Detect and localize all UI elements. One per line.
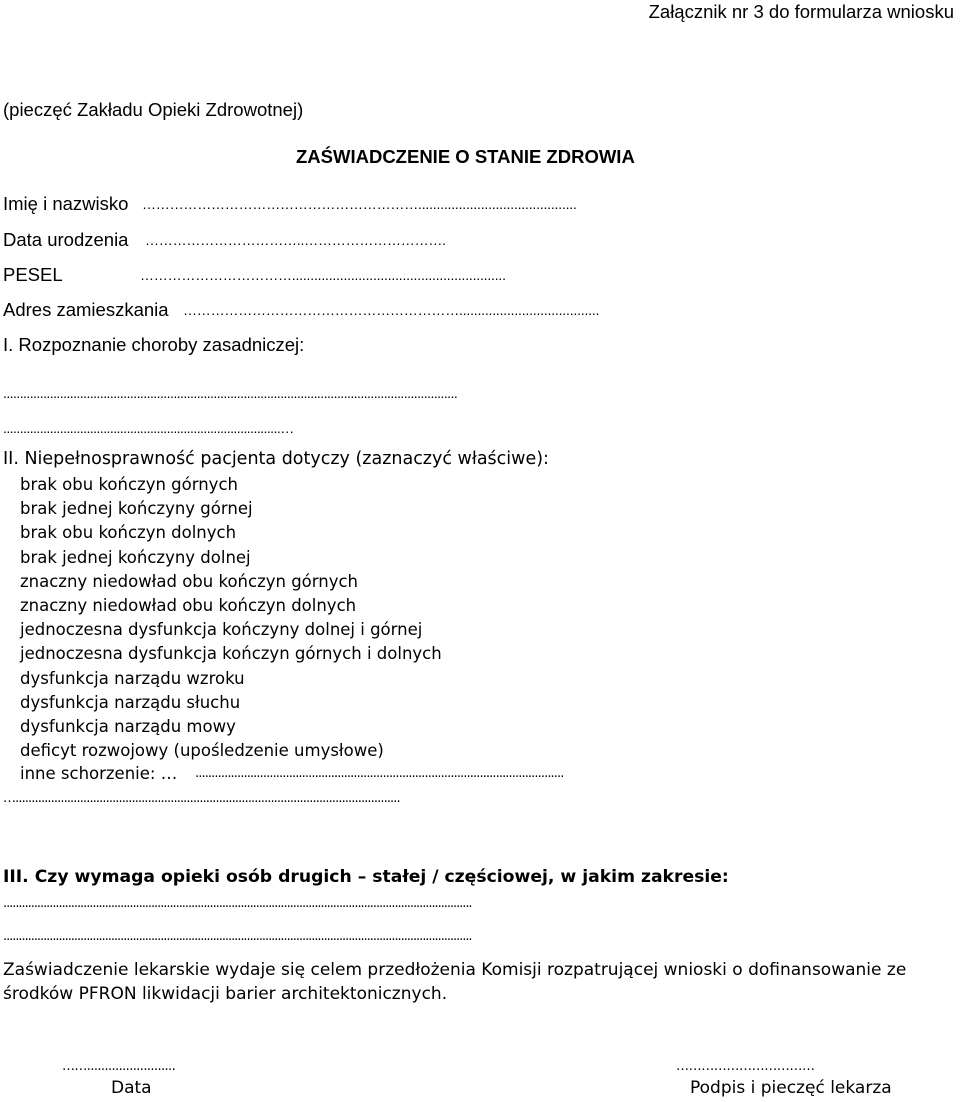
list-item[interactable]: brak obu kończyn górnych bbox=[20, 475, 238, 494]
section1-heading: I. Rozpoznanie choroby zasadniczej: bbox=[3, 334, 305, 355]
name-field[interactable]: ……………………………………………………........................................... bbox=[142, 196, 577, 212]
document-title: ZAŚWIADCZENIE O STANIE ZDROWIA bbox=[296, 146, 635, 167]
care-line-1[interactable]: ........................................................................................................................................................ bbox=[3, 896, 472, 911]
pesel-field[interactable]: …………………………….......................................................... bbox=[140, 267, 506, 283]
statement-line-2: środków PFRON likwidacji barier architektonicznych. bbox=[3, 984, 448, 1004]
list-item[interactable]: brak obu kończyn dolnych bbox=[20, 523, 237, 543]
dob-label: Data urodzenia bbox=[3, 229, 129, 250]
signature-label: Podpis i pieczęć lekarza bbox=[690, 1078, 892, 1098]
section3-heading: III. Czy wymaga opieki osób drugich – stałej / częściowej, w jakim zakresie: bbox=[3, 867, 729, 887]
list-item[interactable]: jednoczesna dysfunkcja kończyny dolnej i górnej bbox=[20, 620, 423, 640]
list-item[interactable]: dysfunkcja narządu słuchu bbox=[20, 692, 241, 712]
pesel-label: PESEL bbox=[3, 264, 63, 285]
care-line-2[interactable]: ........................................................................................................................................................ bbox=[3, 929, 472, 944]
annex-note: Załącznik nr 3 do formularza wniosku bbox=[648, 1, 954, 22]
list-item[interactable]: znaczny niedowład obu kończyn górnych bbox=[20, 571, 359, 591]
disability-list bbox=[20, 473, 442, 763]
other-condition-label: inne schorzenie: … bbox=[20, 764, 178, 783]
date-label: Data bbox=[111, 1078, 152, 1098]
other-condition-field[interactable]: .................................................................................................................. bbox=[195, 766, 564, 781]
address-field[interactable]: ……………………………………………………...................................... bbox=[183, 302, 600, 318]
diagnosis-line-2[interactable]: ...................................................................................… bbox=[3, 420, 294, 436]
section2-heading: II. Niepełnosprawność pacjenta dotyczy (zaznaczyć właściwe): bbox=[3, 449, 549, 469]
list-item[interactable]: znaczny niedowład obu kończyn dolnych bbox=[20, 596, 357, 616]
dob-field[interactable]: ……………………………..…………………………. bbox=[145, 232, 446, 248]
other-condition-line-2[interactable]: …....................................................................................................................... bbox=[3, 791, 400, 806]
name-label: Imię i nazwisko bbox=[3, 193, 129, 214]
signature-field[interactable]: …………………………… bbox=[676, 1059, 815, 1074]
list-item[interactable]: dysfunkcja narządu wzroku bbox=[20, 668, 245, 688]
list-item[interactable]: brak jednej kończyny górnej bbox=[20, 499, 253, 519]
address-label: Adres zamieszkania bbox=[3, 299, 169, 320]
diagnosis-line-1[interactable]: ........................................................................................................................................ bbox=[3, 385, 458, 401]
statement-line-1: Zaświadczenie lekarskie wydaje się celem przedłożenia Komisji rozpatrującej wnioski o dofinansowanie ze bbox=[3, 960, 907, 980]
date-field[interactable]: ……......................... bbox=[62, 1059, 176, 1074]
list-item[interactable]: jednoczesna dysfunkcja kończyn górnych i dolnych bbox=[20, 644, 442, 664]
list-item[interactable]: dysfunkcja narządu mowy bbox=[20, 717, 236, 737]
list-item[interactable]: deficyt rozwojowy (upośledzenie umysłowe) bbox=[20, 741, 384, 761]
institution-stamp: (pieczęć Zakładu Opieki Zdrowotnej) bbox=[3, 99, 304, 120]
list-item[interactable]: brak jednej kończyny dolnej bbox=[20, 547, 251, 567]
